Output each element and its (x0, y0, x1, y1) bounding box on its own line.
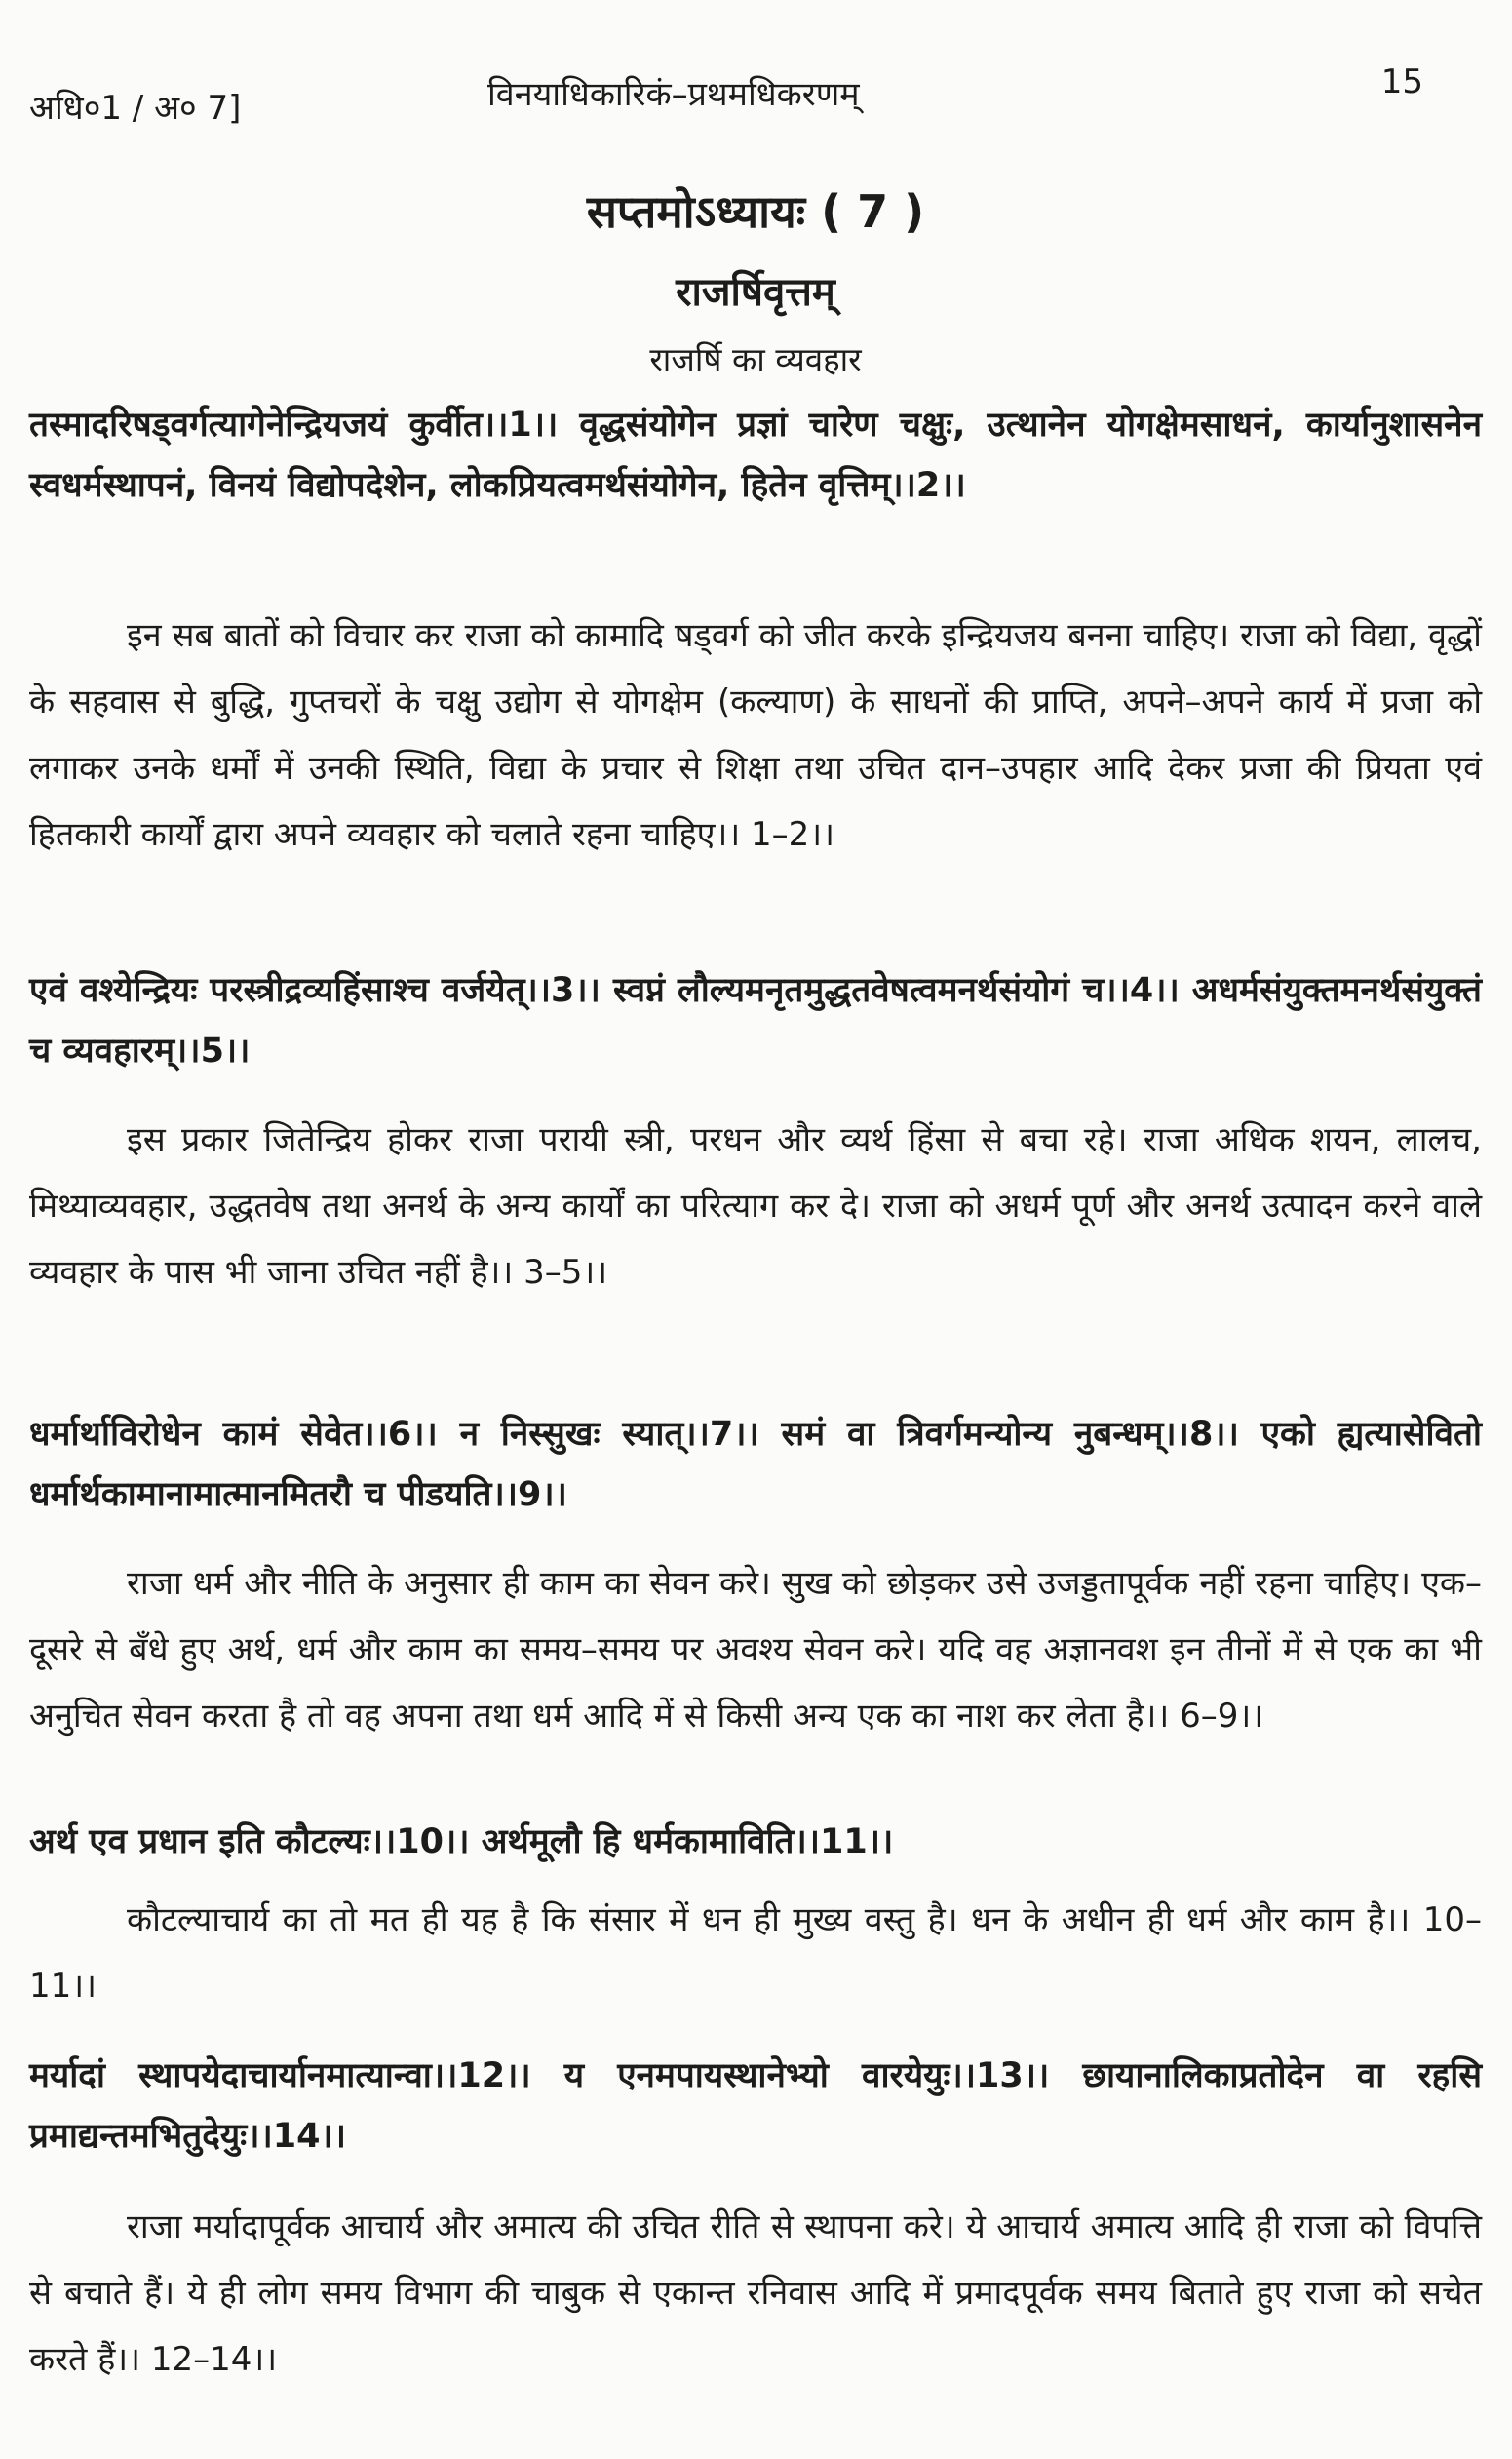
translation-paragraph: कौटल्याचार्य का तो मत ही यह है कि संसार में धन ही मुख्य वस्तु है। धन के अधीन ही धर्म और काम है।। 10–11।। (29, 1900, 1482, 2006)
chapter-subtitle: राजर्षि का व्यवहार (649, 340, 862, 378)
sutra-text: अर्थ एव प्रधान इति कौटल्यः।।10।। अर्थमूलौ हि धर्मकामाविति।।11।। (29, 1822, 894, 1861)
sutra-text: तस्मादरिषड्वर्गत्यागेनेन्द्रियजयं कुर्वीत।।1।। वृद्धसंयोगेन प्रज्ञां चारेण चक्षुः, उत्थानेन योगक्षेमसाधनं, कार्यानुशासनेन स्वधर्मस्थापनं, विनयं विद्योपदेशेन, लोकप्रियत्वमर्थसंयोगेन, हितेन वृत्तिम्।।2।। (29, 406, 1482, 505)
sutra-text: एवं वश्येन्द्रियः परस्त्रीद्रव्यहिंसाश्च वर्जयेत्।।3।। स्वप्नं लौल्यमनृतमुद्धतवेषत्वमनर्थसंयोगं च।।4।। अधर्मसंयुक्तमनर्थसंयुक्तं च व्यवहारम्।।5।। (29, 971, 1482, 1071)
running-header (29, 62, 1482, 128)
sutra-text: मर्यादां स्थापयेदाचार्यानमात्यान्वा।।12।। य एनमपायस्थानेभ्यो वारयेयुः।।13।। छायानालिकाप्रतोदेन वा रहसि प्रमाद्यन्तमभितुदेयुः।।14।। (29, 2056, 1482, 2156)
sutra-text: धर्मार्थाविरोधेन कामं सेवेत।।6।। न निस्सुखः स्यात्।।7।। समं वा त्रिवर्गमन्योन्य नुबन्धम्।।8।। एको ह्यत्यासेवितो धर्मार्थकामानामात्मानमितरौ च पीडयति।।9।। (29, 1415, 1482, 1514)
translation-paragraph: राजा मर्यादापूर्वक आचार्य और अमात्य की उचित रीति से स्थापना करे। ये आचार्य अमात्य आदि ही राजा को विपत्ति से बचाते हैं। ये ही लोग समय विभाग की चाबुक से एकान्त रनिवास आदि में प्रमादपूर्वक समय बिताते हुए राजा को सचेत करते हैं।। 12–14।। (29, 2207, 1482, 2379)
translation-paragraph: राजा धर्म और नीति के अनुसार ही काम का सेवन करे। सुख को छोड़कर उसे उजड्डतापूर्वक नहीं रहना चाहिए। एक–दूसरे से बँधे हुए अर्थ, धर्म और काम का समय–समय पर अवश्य सेवन करे। यदि वह अज्ञानवश इन तीनों में से एक का भी अनुचित सेवन करता है तो वह अपना तथा धर्म आदि में से किसी अन्य एक का नाश कर लेता है।। 6–9।। (29, 1564, 1482, 1736)
translation-paragraph: इन सब बातों को विचार कर राजा को कामादि षड्वर्ग को जीत करके इन्द्रियजय बनना चाहिए। राजा को विद्या, वृद्धों के सहवास से बुद्धि, गुप्तचरों के चक्षु उद्योग से योगक्षेम (कल्याण) के साधनों की प्राप्ति, अपने–अपने कार्य में प्रजा को लगाकर उनके धर्मों में उनकी स्थिति, विद्या के प्रचार से शिक्षा तथा उचित दान–उपहार आदि देकर प्रजा की प्रियता एवं हितकारी कार्यों द्वारा अपने व्यवहार को चलाते रहना चाहिए।। 1–2।। (29, 616, 1482, 854)
chapter-title: राजर्षिवृत्तम् (676, 270, 835, 315)
translation-paragraph: इस प्रकार जितेन्द्रिय होकर राजा परायी स्त्री, परधन और व्यर्थ हिंसा से बचा रहे। राजा अधिक शयन, लालच, मिथ्याव्यवहार, उद्धतवेष तथा अनर्थ के अन्य कार्यों का परित्याग कर दे। राजा को अधर्म पूर्ण और अनर्थ उत्पादन करने वाले व्यवहार के पास भी जाना उचित नहीं है।। 3–5।। (29, 1120, 1482, 1292)
header-section-ref: अधि०1 / अ० 7] (29, 89, 242, 128)
header-book-title: विनयाधिकारिकं–प्रथमधिकरणम् (487, 75, 860, 114)
page-number: 15 (1380, 62, 1423, 101)
chapter-heading: सप्तमोऽध्यायः ( 7 ) (586, 185, 925, 238)
book-page (29, 0, 1482, 2459)
